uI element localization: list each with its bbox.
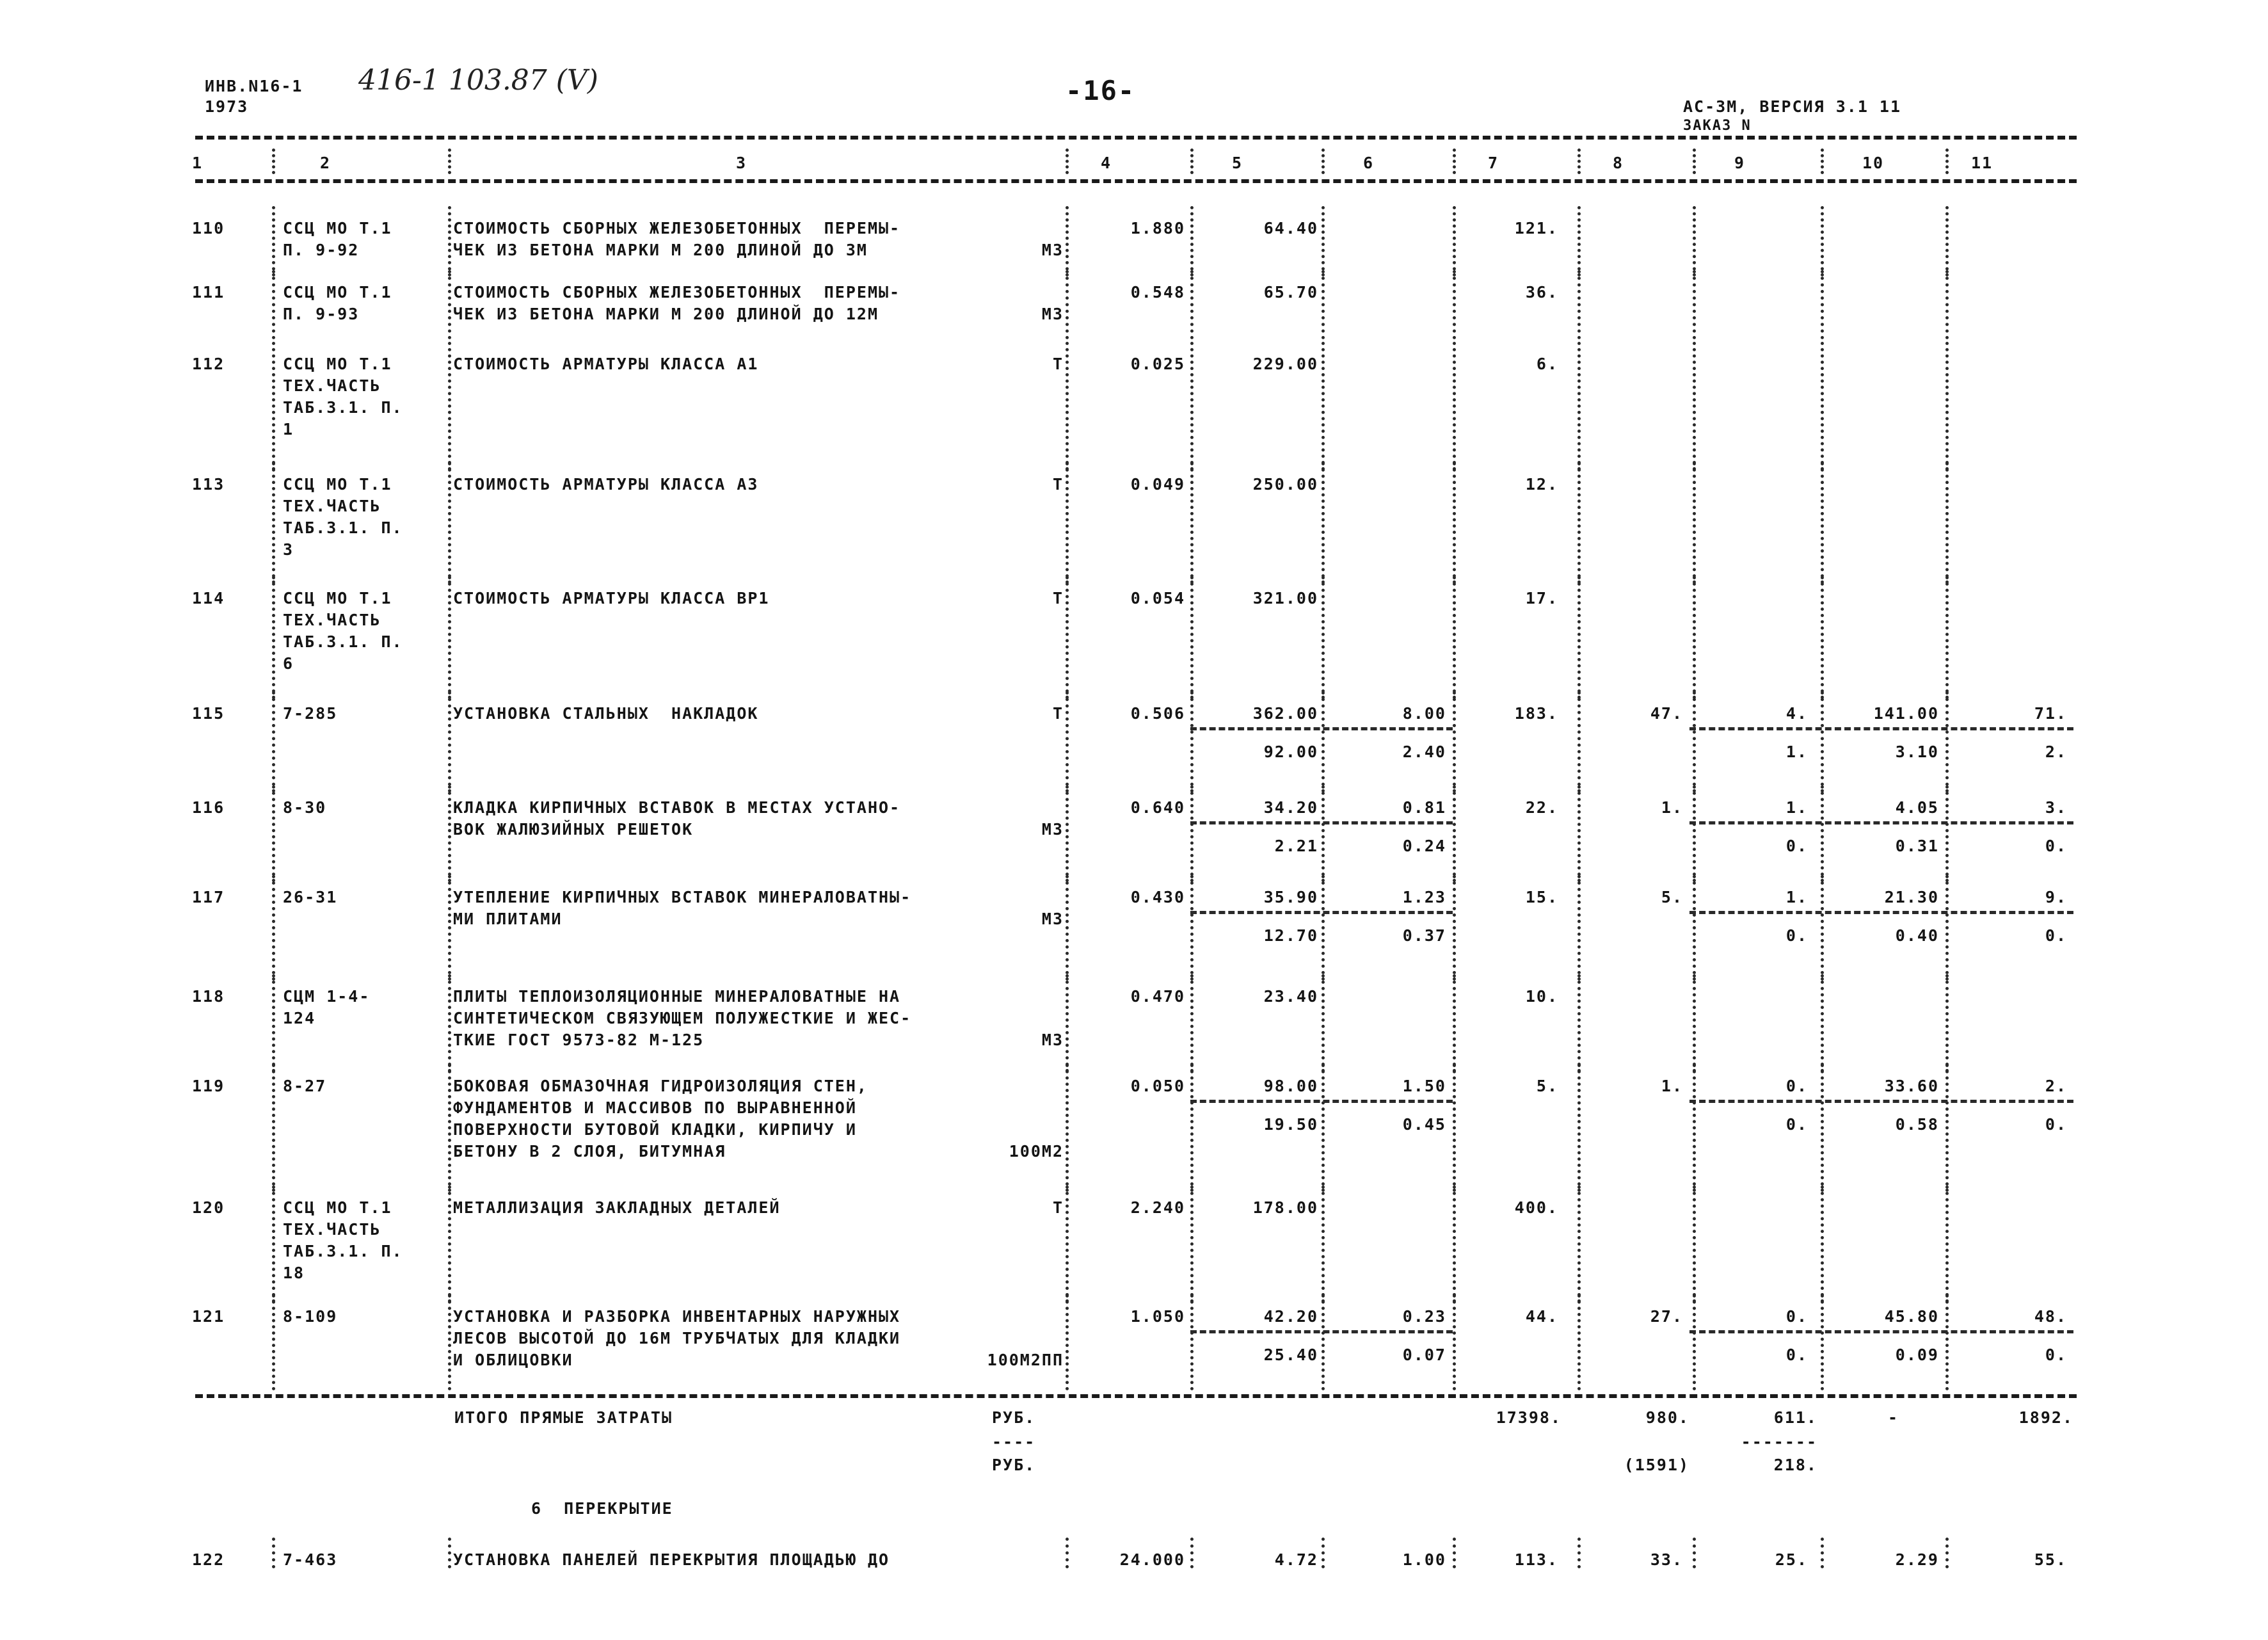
row-description: УТЕПЛЕНИЕ КИРПИЧНЫХ ВСТАВОК МИНЕРАЛОВАТНЫ-: [453, 888, 912, 906]
handwritten-reference: 416-1 103.87 (V): [358, 64, 598, 97]
page-number: -16-: [1066, 75, 1136, 106]
row-code: П. 9-92: [283, 241, 360, 259]
row-col10: 33.60: [1884, 1077, 1939, 1095]
row-quantity: 0.548: [1130, 283, 1185, 301]
row-code: ТЕХ.ЧАСТЬ: [283, 611, 381, 629]
row-price: 65.70: [1263, 283, 1318, 301]
row-number: 117: [192, 888, 225, 906]
row-divider: [1945, 206, 1949, 277]
row-col6: 1.00: [1402, 1550, 1446, 1569]
row-col7: 36.: [1525, 283, 1558, 301]
row-col7: 15.: [1525, 888, 1558, 906]
row-quantity: 0.049: [1130, 475, 1185, 494]
row-price: 362.00: [1252, 704, 1318, 723]
row-description: СТОИМОСТЬ АРМАТУРЫ КЛАССА А1: [453, 355, 759, 373]
row-price-wage: 92.00: [1263, 743, 1318, 761]
row-divider: [1322, 206, 1325, 277]
row-divider: [1577, 576, 1581, 699]
column-header-6: 6: [1363, 154, 1375, 172]
row-divider: [1322, 342, 1325, 470]
row-col7: 12.: [1525, 475, 1558, 494]
row-col10: 141.00: [1873, 704, 1939, 723]
row-divider: [1577, 1186, 1581, 1303]
row-divider: [272, 1186, 275, 1303]
row-code: ССЦ МО Т.1: [283, 1198, 392, 1217]
row-col8: 33.: [1650, 1550, 1683, 1569]
row-col9-b: 0.: [1785, 1346, 1808, 1364]
row-col10-b: 0.58: [1895, 1115, 1939, 1134]
row-col6: 1.50: [1402, 1077, 1446, 1095]
column-header-5: 5: [1232, 154, 1243, 172]
row-col6: 0.81: [1402, 798, 1446, 817]
row-divider: [1577, 462, 1581, 584]
row-divider: [1693, 462, 1696, 584]
row-divider: [272, 270, 275, 339]
row-unit: Т: [1052, 1198, 1064, 1217]
row-divider: [448, 691, 451, 792]
row-unit: Т: [1052, 704, 1064, 723]
row-number: 111: [192, 283, 225, 301]
row-divider: [1066, 206, 1069, 277]
row-code: 8-30: [283, 798, 327, 817]
row-number: 121: [192, 1307, 225, 1326]
row-col9: 1.: [1785, 888, 1808, 906]
totals-col11: 1892.: [2018, 1408, 2073, 1427]
row-description: СТОИМОСТЬ АРМАТУРЫ КЛАССА А3: [453, 475, 759, 494]
row-divider: [1577, 206, 1581, 277]
row-number: 115: [192, 704, 225, 723]
row-code: ТАБ.3.1. П.: [283, 1242, 403, 1260]
row-col11-b: 0.: [2045, 1115, 2067, 1134]
row-divider: [448, 342, 451, 470]
row-col11: 48.: [2034, 1307, 2067, 1326]
column-header-4: 4: [1101, 154, 1112, 172]
row-unit: 100М2: [1009, 1142, 1064, 1161]
row-col6: 1.23: [1402, 888, 1446, 906]
row-col7: 183.: [1514, 704, 1558, 723]
column-header-divider: [1821, 149, 1824, 174]
row-col11: 9.: [2045, 888, 2067, 906]
row-price-wage: 25.40: [1263, 1346, 1318, 1364]
row-divider: [1945, 974, 1949, 1072]
row-quantity: 1.880: [1130, 219, 1185, 237]
row-col8: 47.: [1650, 704, 1683, 723]
row-price: 35.90: [1263, 888, 1318, 906]
row-code: 8-109: [283, 1307, 338, 1326]
row-code: ТЕХ.ЧАСТЬ: [283, 1220, 381, 1239]
row-divider: [1577, 974, 1581, 1072]
sub-row-divider: [1190, 821, 1453, 824]
row-divider: [448, 462, 451, 584]
row-col8: 1.: [1661, 1077, 1683, 1095]
row-divider: [1693, 1186, 1696, 1303]
row-quantity: 0.025: [1130, 355, 1185, 373]
row-description: И ОБЛИЦОВКИ: [453, 1351, 573, 1369]
row-number: 113: [192, 475, 225, 494]
row-code: ССЦ МО Т.1: [283, 589, 392, 607]
row-divider: [448, 1064, 451, 1192]
column-header-divider: [1945, 149, 1949, 174]
row-description: УСТАНОВКА И РАЗБОРКА ИНВЕНТАРНЫХ НАРУЖНЫХ: [453, 1307, 901, 1326]
row-code: ТЕХ.ЧАСТЬ: [283, 376, 381, 395]
row-divider: [272, 342, 275, 470]
row-divider: [448, 576, 451, 699]
row-number: 118: [192, 987, 225, 1006]
row-col8: 1.: [1661, 798, 1683, 817]
row-description: ФУНДАМЕНТОВ И МАССИВОВ ПО ВЫРАВНЕННОЙ: [453, 1098, 857, 1117]
row-quantity: 1.050: [1130, 1307, 1185, 1326]
row-code: ТАБ.3.1. П.: [283, 632, 403, 651]
row-col7: 6.: [1536, 355, 1558, 373]
row-description: МИ ПЛИТАМИ: [453, 910, 563, 928]
row-unit: М3: [1041, 820, 1064, 839]
row-quantity: 0.054: [1130, 589, 1185, 607]
row-divider: [1322, 462, 1325, 584]
row-description: УСТАНОВКА ПАНЕЛЕЙ ПЕРЕКРЫТИЯ ПЛОЩАДЬЮ ДО: [453, 1550, 890, 1569]
totals-col9: 611.: [1773, 1408, 1817, 1427]
row-quantity: 0.506: [1130, 704, 1185, 723]
row-col6-b: 0.07: [1402, 1346, 1446, 1364]
row-divider: [1945, 462, 1949, 584]
row-code: ТАБ.3.1. П.: [283, 398, 403, 417]
row-quantity: 0.430: [1130, 888, 1185, 906]
row-col7: 44.: [1525, 1307, 1558, 1326]
row-divider: [1693, 206, 1696, 277]
row-divider: [448, 206, 451, 277]
row-divider: [1322, 1186, 1325, 1303]
row-divider: [1066, 270, 1069, 339]
row-col9-b: 0.: [1785, 926, 1808, 945]
row-code: СЦМ 1-4-: [283, 987, 371, 1006]
row-description: СТОИМОСТЬ СБОРНЫХ ЖЕЛЕЗОБЕТОННЫХ ПЕРЕМЫ-: [453, 219, 901, 237]
row-number: 114: [192, 589, 225, 607]
row-divider: [272, 1294, 275, 1390]
column-header-3: 3: [736, 154, 747, 172]
column-header-11: 11: [1971, 154, 1993, 172]
row-code: 124: [283, 1009, 316, 1027]
row-unit: М3: [1041, 305, 1064, 323]
row-code: 3: [283, 540, 294, 559]
row-price: 64.40: [1263, 219, 1318, 237]
row-col11: 2.: [2045, 1077, 2067, 1095]
row-col7: 17.: [1525, 589, 1558, 607]
row-col7: 121.: [1514, 219, 1558, 237]
row-col6: 8.00: [1402, 704, 1446, 723]
row-col10: 21.30: [1884, 888, 1939, 906]
row-code: 7-463: [283, 1550, 338, 1569]
totals-col8-b: (1591): [1624, 1456, 1689, 1474]
row-col6-b: 0.45: [1402, 1115, 1446, 1134]
row-code: 1: [283, 420, 294, 438]
row-divider: [1821, 342, 1824, 470]
row-number: 122: [192, 1550, 225, 1569]
row-number: 110: [192, 219, 225, 237]
row-divider: [1577, 342, 1581, 470]
totals-label: ИТОГО ПРЯМЫЕ ЗАТРАТЫ: [454, 1408, 673, 1427]
totals-col9-b: 218.: [1773, 1456, 1817, 1474]
row-price: 42.20: [1263, 1307, 1318, 1326]
row-col7: 10.: [1525, 987, 1558, 1006]
row-divider: [448, 1538, 451, 1568]
column-header-divider: [448, 149, 451, 174]
row-description: ЧЕК ИЗ БЕТОНА МАРКИ М 200 ДЛИНОЙ ДО 3М: [453, 241, 868, 259]
row-divider: [1453, 270, 1456, 339]
row-description: УСТАНОВКА СТАЛЬНЫХ НАКЛАДОК: [453, 704, 759, 723]
row-code: ССЦ МО Т.1: [283, 355, 392, 373]
row-col6: 0.23: [1402, 1307, 1446, 1326]
row-col10-b: 0.40: [1895, 926, 1939, 945]
row-divider: [1945, 342, 1949, 470]
row-divider: [272, 576, 275, 699]
row-description: ЛЕСОВ ВЫСОТОЙ ДО 16М ТРУБЧАТЫХ ДЛЯ КЛАДКИ: [453, 1329, 901, 1347]
sub-row-divider: [1689, 911, 2073, 914]
system-version: АС-3М, ВЕРСИЯ 3.1 11: [1683, 97, 1902, 116]
row-divider: [1693, 342, 1696, 470]
column-header-divider: [1693, 149, 1696, 174]
row-divider: [1821, 974, 1824, 1072]
row-price: 229.00: [1252, 355, 1318, 373]
row-col7: 22.: [1525, 798, 1558, 817]
row-divider: [448, 875, 451, 981]
row-divider: [272, 785, 275, 882]
column-header-10: 10: [1862, 154, 1885, 172]
row-divider: [1945, 1186, 1949, 1303]
row-col6-b: 0.37: [1402, 926, 1446, 945]
row-quantity: 0.470: [1130, 987, 1185, 1006]
row-code: 8-27: [283, 1077, 327, 1095]
row-col7: 5.: [1536, 1077, 1558, 1095]
row-price: 4.72: [1274, 1550, 1318, 1569]
row-price: 23.40: [1263, 987, 1318, 1006]
row-price: 250.00: [1252, 475, 1318, 494]
row-description: МЕТАЛЛИЗАЦИЯ ЗАКЛАДНЫХ ДЕТАЛЕЙ: [453, 1198, 781, 1217]
row-col9-b: 0.: [1785, 1115, 1808, 1134]
row-col9: 1.: [1785, 798, 1808, 817]
row-divider: [1821, 576, 1824, 699]
totals-col7: 17398.: [1496, 1408, 1561, 1427]
row-unit: М3: [1041, 910, 1064, 928]
row-description: ПЛИТЫ ТЕПЛОИЗОЛЯЦИОННЫЕ МИНЕРАЛОВАТНЫЕ НА: [453, 987, 901, 1006]
row-code: 26-31: [283, 888, 338, 906]
row-price: 34.20: [1263, 798, 1318, 817]
row-divider: [272, 1064, 275, 1192]
row-col9: 0.: [1785, 1307, 1808, 1326]
column-header-divider: [1577, 149, 1581, 174]
sub-row-divider: [1689, 1100, 2073, 1103]
row-col9-b: 0.: [1785, 837, 1808, 855]
row-description: ПОВЕРХНОСТИ БУТОВОЙ КЛАДКИ, КИРПИЧУ И: [453, 1120, 857, 1139]
row-unit: Т: [1052, 355, 1064, 373]
row-description: СТОИМОСТЬ АРМАТУРЫ КЛАССА ВР1: [453, 589, 770, 607]
row-quantity: 0.050: [1130, 1077, 1185, 1095]
row-code: ТЕХ.ЧАСТЬ: [283, 497, 381, 515]
row-code: ТАБ.3.1. П.: [283, 519, 403, 537]
row-divider: [1821, 206, 1824, 277]
order-label: ЗАКАЗ N: [1683, 118, 1752, 134]
row-description: ЧЕК ИЗ БЕТОНА МАРКИ М 200 ДЛИНОЙ ДО 12М: [453, 305, 879, 323]
row-divider: [1693, 270, 1696, 339]
row-price: 98.00: [1263, 1077, 1318, 1095]
row-divider: [272, 206, 275, 277]
column-header-divider: [1190, 149, 1194, 174]
row-code: 18: [283, 1264, 305, 1282]
row-col8: 5.: [1661, 888, 1683, 906]
sub-row-divider: [1190, 1330, 1453, 1333]
row-number: 116: [192, 798, 225, 817]
row-divider: [1322, 270, 1325, 339]
row-col11: 71.: [2034, 704, 2067, 723]
row-divider: [1821, 462, 1824, 584]
column-header-7: 7: [1488, 154, 1499, 172]
row-divider: [1322, 974, 1325, 1072]
row-description: КЛАДКА КИРПИЧНЫХ ВСТАВОК В МЕСТАХ УСТАНО-: [453, 798, 901, 817]
row-divider: [272, 875, 275, 981]
row-divider: [1821, 1186, 1824, 1303]
sub-row-divider: [1689, 1330, 2073, 1333]
row-unit: М3: [1041, 1031, 1064, 1049]
row-number: 119: [192, 1077, 225, 1095]
row-col7: 400.: [1514, 1198, 1558, 1217]
row-col7: 113.: [1514, 1550, 1558, 1569]
row-col9-b: 1.: [1785, 743, 1808, 761]
column-header-8: 8: [1613, 154, 1624, 172]
row-description: БОКОВАЯ ОБМАЗОЧНАЯ ГИДРОИЗОЛЯЦИЯ СТЕН,: [453, 1077, 868, 1095]
row-col10: 4.05: [1895, 798, 1939, 817]
row-divider: [1577, 270, 1581, 339]
row-code: ССЦ МО Т.1: [283, 475, 392, 494]
row-description: СТОИМОСТЬ СБОРНЫХ ЖЕЛЕЗОБЕТОННЫХ ПЕРЕМЫ-: [453, 283, 901, 301]
row-divider: [1693, 974, 1696, 1072]
row-number: 120: [192, 1198, 225, 1217]
row-divider: [272, 1538, 275, 1568]
totals-unit-dashes: ----: [992, 1433, 1036, 1451]
row-col11-b: 0.: [2045, 837, 2067, 855]
row-divider: [448, 974, 451, 1072]
row-col9: 0.: [1785, 1077, 1808, 1095]
inventory-label: ИНВ.N16-1: [205, 77, 303, 95]
row-col10: 45.80: [1884, 1307, 1939, 1326]
row-divider: [448, 1186, 451, 1303]
row-description: СИНТЕТИЧЕСКОМ СВЯЗУЮЩЕМ ПОЛУЖЕСТКИЕ И ЖЕС-: [453, 1009, 912, 1027]
sub-row-divider: [1190, 1100, 1453, 1103]
row-quantity: 0.640: [1130, 798, 1185, 817]
sub-row-divider: [1689, 821, 2073, 824]
totals-col8: 980.: [1645, 1408, 1689, 1427]
top-separator: [195, 136, 2077, 140]
row-price: 321.00: [1252, 589, 1318, 607]
row-col11: 55.: [2034, 1550, 2067, 1569]
row-unit: 100М2ПП: [987, 1351, 1064, 1369]
sub-row-divider: [1190, 727, 1453, 730]
row-col11-b: 0.: [2045, 1346, 2067, 1364]
row-col10-b: 3.10: [1895, 743, 1939, 761]
sub-row-divider: [1689, 727, 2073, 730]
row-quantity: 24.000: [1119, 1550, 1185, 1569]
row-unit: Т: [1052, 589, 1064, 607]
column-header-separator: [195, 179, 2077, 183]
row-col11: 3.: [2045, 798, 2067, 817]
totals-separator: [195, 1394, 2077, 1398]
row-code: 7-285: [283, 704, 338, 723]
row-price-wage: 2.21: [1274, 837, 1318, 855]
totals-unit: РУБ.: [992, 1408, 1036, 1427]
row-code: 6: [283, 654, 294, 673]
totals-col9-dashes: -------: [1741, 1433, 1817, 1451]
row-price: 178.00: [1252, 1198, 1318, 1217]
section-title: 6 ПЕРЕКРЫТИЕ: [531, 1499, 673, 1518]
row-col6-b: 0.24: [1402, 837, 1446, 855]
row-code: ССЦ МО Т.1: [283, 283, 392, 301]
row-divider: [448, 1294, 451, 1390]
row-divider: [272, 462, 275, 584]
row-col9: 4.: [1785, 704, 1808, 723]
row-divider: [1821, 270, 1824, 339]
row-description: ТКИЕ ГОСТ 9573-82 М-125: [453, 1031, 705, 1049]
row-divider: [1453, 206, 1456, 277]
row-unit: М3: [1041, 241, 1064, 259]
row-divider: [1945, 270, 1949, 339]
row-quantity: 2.240: [1130, 1198, 1185, 1217]
row-col8: 27.: [1650, 1307, 1683, 1326]
column-header-divider: [272, 149, 275, 174]
row-description: БЕТОНУ В 2 СЛОЯ, БИТУМНАЯ: [453, 1142, 726, 1161]
row-col11-b: 0.: [2045, 926, 2067, 945]
column-header-2: 2: [320, 154, 331, 172]
row-col10: 2.29: [1895, 1550, 1939, 1569]
column-header-9: 9: [1734, 154, 1746, 172]
row-price-wage: 19.50: [1263, 1115, 1318, 1134]
row-price-wage: 12.70: [1263, 926, 1318, 945]
row-divider: [272, 691, 275, 792]
row-divider: [448, 785, 451, 882]
row-code: ССЦ МО Т.1: [283, 219, 392, 237]
row-divider: [1322, 576, 1325, 699]
row-description: ВОК ЖАЛЮЗИЙНЫХ РЕШЕТОК: [453, 820, 694, 839]
column-header-1: 1: [192, 154, 204, 172]
row-col6-b: 2.40: [1402, 743, 1446, 761]
row-divider: [1190, 270, 1194, 339]
row-col9: 25.: [1775, 1550, 1808, 1569]
row-divider: [1190, 206, 1194, 277]
row-col11-b: 2.: [2045, 743, 2067, 761]
totals-col10: -: [1888, 1408, 1899, 1427]
row-unit: Т: [1052, 475, 1064, 494]
column-header-divider: [1322, 149, 1325, 174]
row-divider: [272, 974, 275, 1072]
column-header-divider: [1066, 149, 1069, 174]
column-header-divider: [1453, 149, 1456, 174]
row-divider: [1693, 576, 1696, 699]
row-code: П. 9-93: [283, 305, 360, 323]
row-col10-b: 0.31: [1895, 837, 1939, 855]
row-divider: [1945, 576, 1949, 699]
totals-unit-2: РУБ.: [992, 1456, 1036, 1474]
year-label: 1973: [205, 97, 249, 116]
sub-row-divider: [1190, 911, 1453, 914]
row-col10-b: 0.09: [1895, 1346, 1939, 1364]
row-divider: [448, 270, 451, 339]
row-number: 112: [192, 355, 225, 373]
